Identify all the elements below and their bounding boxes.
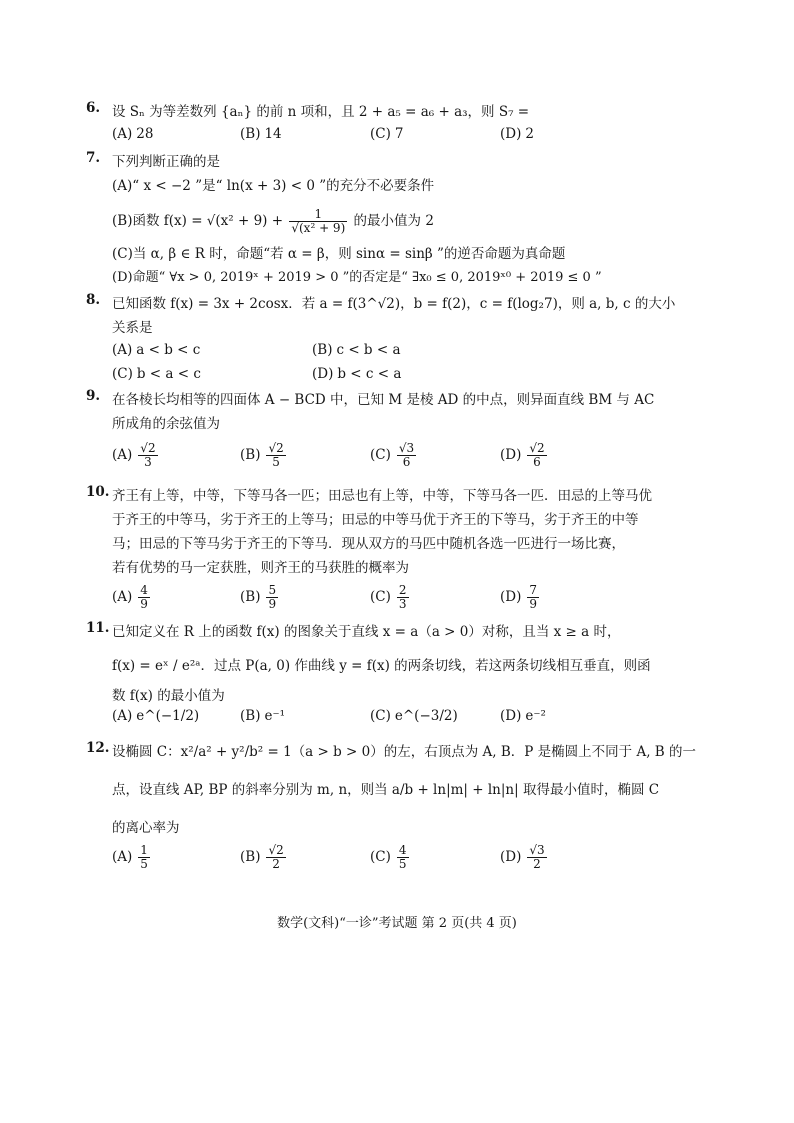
question-stem-line: 马；田忌的下等马劣于齐王的下等马．现从双方的马匹中随机各选一匹进行一场比赛， (112, 536, 625, 552)
option-d: (D) b < c < a (312, 366, 402, 382)
question-stem-line: f(x) = eˣ / e²ᵃ．过点 P(a, 0) 作曲线 y = f(x) 的两条切线，若这两条切线相互垂直，则函 (112, 658, 651, 674)
option-a: (A) 28 (112, 126, 154, 142)
question-12 (86, 740, 696, 871)
option-c: (C) $\frac{4}{5}$ (370, 843, 407, 871)
option-b: (B) 14 (240, 126, 282, 142)
options-row (112, 442, 672, 478)
question-number: 10. (86, 484, 110, 500)
question-stem-line: 已知定义在 R 上的函数 f(x) 的图象关于直线 x = a（a > 0）对称，且当 x ≥ a 时， (112, 624, 621, 640)
question-stem-line: 点，设直线 AP, BP 的斜率分别为 m, n，则当 a/b + ln|m| + ln|n| 取得最小值时，椭圆 C (112, 782, 660, 798)
question-stem-line: 设 Sₙ 为等差数列 {aₙ} 的前 n 项和，且 2 + a₅ = a₆ + a₃，则 S₇ = (112, 104, 530, 120)
option-d: (D)命题“ ∀x > 0, 2019ˣ + 2019 > 0 ”的否定是“ ∃x₀ ≤ 0, 2019ˣ⁰ + 2019 ≤ 0 ” (112, 270, 602, 285)
option-d: (D) $\frac{√3}{2}$ (500, 843, 545, 871)
option-a: (A)“ x < −2 ”是“ ln(x + 3) < 0 ”的充分不必要条件 (112, 178, 435, 194)
option-c: (C) $\frac{√3}{6}$ (370, 441, 415, 469)
question-stem-line: 于齐王的中等马，劣于齐王的上等马；田忌的中等马优于齐王的下等马，劣于齐王的中等 (112, 512, 639, 528)
question-number: 8. (86, 292, 101, 308)
option-b: (B) $\frac{√2}{5}$ (240, 441, 284, 469)
question-11 (86, 620, 672, 724)
option-a: (A) e^(−1/2) (112, 708, 200, 724)
question-stem-line: 在各棱长均相等的四面体 A − BCD 中，已知 M 是棱 AD 的中点，则异面直线 BM 与 AC (112, 392, 655, 408)
option-b: (B) e⁻¹ (240, 708, 285, 724)
question-10 (86, 484, 672, 611)
question-stem-line: 已知函数 f(x) = 3x + 2cosx．若 a = f(3^√2)，b = f(2)，c = f(log₂7)，则 a, b, c 的大小 (112, 296, 676, 312)
option-a: (A) $\frac{4}{9}$ (112, 583, 148, 611)
question-stem-line: 下列判断正确的是 (112, 154, 220, 170)
question-stem-line: 所成角的余弦值为 (112, 416, 220, 432)
options-row (112, 584, 672, 620)
option-b: (B) c < b < a (312, 342, 401, 358)
question-stem-line: 设椭圆 C：x²/a² + y²/b² = 1（a > b > 0）的左，右顶点为 A, B．P 是椭圆上不同于 A, B 的一 (112, 744, 696, 760)
question-stem-line: 的离心率为 (112, 820, 180, 836)
question-number: 7. (86, 150, 101, 166)
question-8 (86, 292, 676, 382)
options-row (112, 708, 672, 736)
question-6 (86, 100, 672, 142)
option-b: (B) $\frac{5}{9}$ (240, 583, 277, 611)
option-b: (B) $\frac{√2}{2}$ (240, 843, 284, 871)
question-number: 12. (86, 740, 110, 756)
question-number: 9. (86, 388, 101, 404)
option-c: (C) e^(−3/2) (370, 708, 458, 724)
option-b: (B)函数 f(x) = √(x² + 9) + $\frac{1}{\text{√(x² + 9)}}$ 的最小值为 2 (112, 207, 434, 235)
option-c: (C) $\frac{2}{3}$ (370, 583, 407, 611)
question-stem-line: 齐王有上等，中等，下等马各一匹；田忌也有上等，中等，下等马各一匹．田忌的上等马优 (112, 488, 652, 504)
fraction: $\frac{1}{\text{√(x² + 9)}}$ (291, 207, 346, 235)
question-7 (86, 150, 672, 285)
option-c: (C) 7 (370, 126, 404, 142)
option-d: (D) e⁻² (500, 708, 546, 724)
question-stem-line: 数 f(x) 的最小值为 (112, 688, 225, 704)
option-d: (D) $\frac{7}{9}$ (500, 583, 537, 611)
options-row (112, 844, 672, 880)
option-d: (D) 2 (500, 126, 534, 142)
option-a: (A) a < b < c (112, 342, 201, 358)
option-d: (D) $\frac{√2}{6}$ (500, 441, 545, 469)
option-c: (C)当 α, β ∈ R 时，命题“若 α = β，则 sinα = sinβ ”的逆否命题为真命题 (112, 246, 566, 262)
question-number: 6. (86, 100, 101, 116)
option-a: (A) $\frac{√2}{3}$ (112, 441, 156, 469)
question-number: 11. (86, 620, 110, 636)
option-a: (A) $\frac{1}{5}$ (112, 843, 148, 871)
question-stem-line: 关系是 (112, 320, 153, 336)
question-9 (86, 388, 672, 469)
page-footer: 数学(文科)“一诊”考试题 第 2 页(共 4 页) (277, 916, 517, 931)
question-stem-line: 若有优势的马一定获胜，则齐王的马获胜的概率为 (112, 560, 409, 576)
option-c: (C) b < a < c (112, 366, 201, 382)
